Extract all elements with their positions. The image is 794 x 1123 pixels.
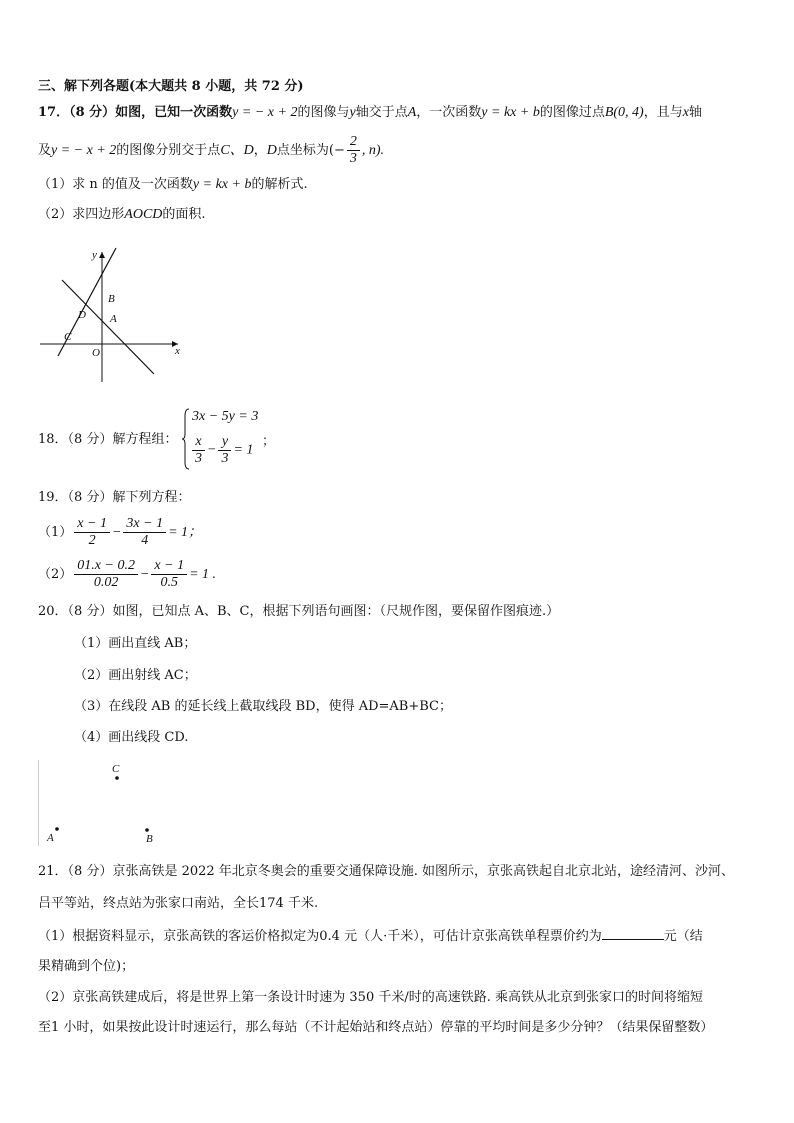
q17-text: ， xyxy=(253,143,267,158)
q18-frac-y-den: 3 xyxy=(221,451,229,466)
q20-label: 20．（8 分）如图，已知点 A、B、C，根据下列语句画图：（尺规作图，要保留作图痕迹.） xyxy=(38,604,560,619)
fig-label-a: A xyxy=(110,313,117,325)
y-axis-arrow xyxy=(99,252,105,258)
q17-text: 点坐标为(− xyxy=(276,143,345,158)
q18-frac-x-num: x xyxy=(192,434,205,451)
q17-text: 的图像与 xyxy=(297,105,350,120)
q19-p2-num2: x − 1 xyxy=(151,558,187,575)
q21-part1-text: （1）根据资料显示，京张高铁的客运价格拟定为0.4 元（人·千米），可估计京张高铁单程票价约为 xyxy=(38,929,602,944)
q17-line1 xyxy=(38,104,702,122)
q19-p1-frac2 xyxy=(123,516,166,549)
q17-text: ，且与 xyxy=(643,105,683,120)
point-c xyxy=(115,776,119,780)
q17-text: 轴交于点 xyxy=(355,105,408,120)
q20-points-figure xyxy=(38,758,198,848)
q19-p2-frac1 xyxy=(74,558,138,591)
fig-label-c: C xyxy=(112,763,120,775)
q21-part1-text: 元（结 xyxy=(663,929,703,944)
q19-p2-op: − xyxy=(139,567,150,582)
q18-frac-x-den: 3 xyxy=(195,451,202,466)
q17-part1-text: （1）求 n 的值及一次函数 xyxy=(38,177,193,192)
q17-part2-text: （2）求四边形 xyxy=(38,207,125,222)
q17-part1-eq: y = kx + b xyxy=(192,177,252,192)
q17-part1-text: 的解析式. xyxy=(251,177,308,192)
q17-points-cd: C、D xyxy=(220,143,254,158)
q19-part2 xyxy=(38,558,216,591)
q19-p1-frac1 xyxy=(74,516,110,549)
q17-fraction xyxy=(347,134,360,167)
q17-point-d: D xyxy=(266,143,277,158)
fig-label-b: B xyxy=(108,293,115,305)
q19-p2-num1: 01.x − 0.2 xyxy=(74,558,138,575)
q19-p1-op: − xyxy=(111,525,122,540)
answer-blank[interactable] xyxy=(602,927,664,940)
q17-part1 xyxy=(38,176,308,194)
q21-part2-cont: 至1 小时，如果按此设计时速运行，那么每站（不计起始站和终点站）停靠的平均时间是多少分钟？（结果保留整数） xyxy=(38,1020,714,1035)
q17-eq3: y = − x + 2 xyxy=(51,143,117,158)
q18-frac-x xyxy=(192,434,205,467)
q17-coord-tail: , n). xyxy=(361,143,385,158)
q19-p2-label: （2） xyxy=(38,567,73,582)
q20-item-3: （3）在线段 AB 的延长线上截取线段 BD，使得 AD=AB+BC； xyxy=(74,699,452,714)
q18-eq1: 3x − 5y = 3 xyxy=(192,409,259,424)
fig-label-d: D xyxy=(78,309,86,321)
q17-line2 xyxy=(38,134,384,167)
q17-intro: 17．（8 分）如图，已知一次函数 xyxy=(38,105,233,120)
q17-x: x xyxy=(682,105,689,120)
q21-line2: 吕平等站，终点站为张家口南站，全长174 千米. xyxy=(38,896,319,911)
fig-label-x: x xyxy=(175,345,180,357)
q19-p2-frac2 xyxy=(151,558,187,591)
q17-part2-shape: AOCD xyxy=(124,207,163,222)
q17-part2 xyxy=(38,206,206,224)
q17-eq2: y = kx + b xyxy=(481,105,540,120)
q21-part1-cont: 果精确到个位)； xyxy=(38,959,135,974)
q20-item-4: （4）画出线段 CD. xyxy=(74,730,189,745)
q18-frac-y xyxy=(218,434,231,467)
q17-coordinate-figure xyxy=(38,246,188,386)
q17-part2-text: 的面积. xyxy=(162,207,206,222)
q19-part1 xyxy=(38,516,202,549)
q18-frac-y-num: y xyxy=(218,434,231,451)
fig-label-c: C xyxy=(64,331,72,343)
q21-part2: （2）京张高铁建成后，将是世界上第一条设计时速为 350 千米/时的高速铁路. 乘高铁从北京到张家口的时间将缩短 xyxy=(38,990,703,1005)
q20-item-1: （1）画出直线 AB； xyxy=(74,636,197,651)
q19-p1-num1: x − 1 xyxy=(74,516,110,533)
q17-frac-den: 3 xyxy=(349,151,357,166)
fig-label-b: B xyxy=(146,833,153,845)
point-a xyxy=(55,827,59,831)
q17-text: 轴 xyxy=(688,105,702,120)
q19-p1-num2: 3x − 1 xyxy=(123,516,166,533)
fig-label-y: y xyxy=(92,249,97,261)
point-b xyxy=(145,828,149,832)
q19-label: 19．（8 分）解下列方程： xyxy=(38,490,191,505)
q21-part1 xyxy=(38,927,703,946)
q18-eq2 xyxy=(190,434,253,467)
q21-line1: 21．（8 分）京张高铁是 2022 年北京冬奥会的重要交通保障设施. 如图所示，京张高铁起自北京北站，途经清河、沙河、 xyxy=(38,864,735,879)
q17-eq1: y = − x + 2 xyxy=(232,105,298,120)
q19-p1-den1: 2 xyxy=(88,533,96,548)
q20-item-2: （2）画出射线 AC； xyxy=(74,668,197,683)
q17-point-b: B(0, 4) xyxy=(604,105,644,120)
q17-y: y xyxy=(349,105,356,120)
q18-rhs: = 1 xyxy=(233,442,254,458)
q19-p1-rhs: = 1； xyxy=(168,525,203,540)
q19-p2-rhs: = 1 . xyxy=(189,567,217,582)
q19-p1-den2: 4 xyxy=(141,533,149,548)
q17-text: 及 xyxy=(38,143,52,158)
q19-p2-den1: 0.02 xyxy=(93,575,119,590)
brace-icon xyxy=(182,408,190,470)
q18-label: 18．（8 分）解方程组： xyxy=(38,432,178,447)
q17-frac-num: 2 xyxy=(347,134,360,151)
q17-text: 的图像过点 xyxy=(539,105,605,120)
fig-label-a: A xyxy=(47,832,54,844)
q17-text: 的图像分别交于点 xyxy=(116,143,221,158)
q19-p1-label: （1） xyxy=(38,525,73,540)
q18-op: − xyxy=(207,442,217,458)
q17-text: ，一次函数 xyxy=(416,105,482,120)
section-title: 三、解下列各题(本大题共 8 小题，共 72 分) xyxy=(38,79,304,94)
fig-label-o: O xyxy=(92,347,100,359)
q19-p2-den2: 0.5 xyxy=(160,575,178,590)
q17-point-a: A xyxy=(407,105,417,120)
q18-tail: ； xyxy=(262,434,276,449)
